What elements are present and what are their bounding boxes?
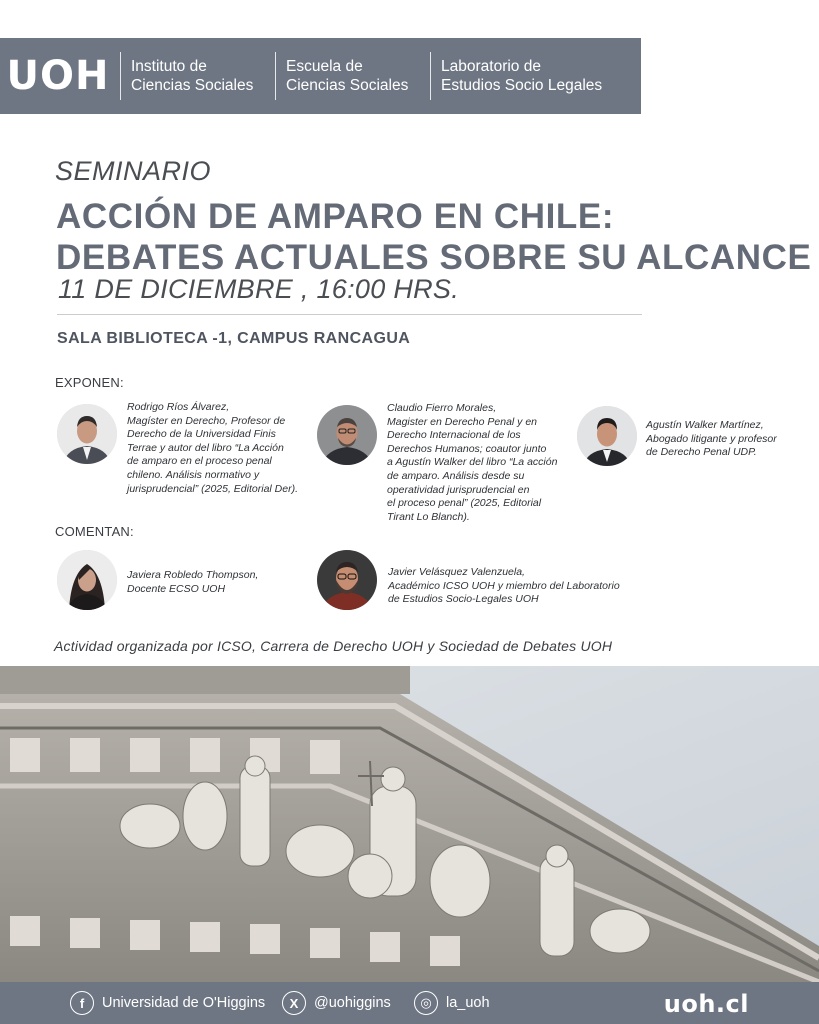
- header-unit: [426, 38, 631, 114]
- divider: [57, 314, 642, 315]
- commenter-bio: Javier Velásquez Valenzuela, Académico ICSO UOH y miembro del Laboratorio de Estudios Socio-Legales UOH: [388, 566, 620, 606]
- header-unit: [116, 38, 271, 114]
- event-title: [56, 196, 811, 278]
- avatar: [577, 406, 637, 466]
- event-date: 11 DE DICIEMBRE , 16:00 HRS.: [58, 274, 460, 304]
- instagram-icon: ◎: [414, 991, 438, 1015]
- uoh-logo: UOH: [6, 53, 110, 99]
- header-unit-label: Escuela de Ciencias Sociales: [286, 58, 409, 94]
- footer-band: [0, 982, 819, 1024]
- facebook-icon: f: [70, 991, 94, 1015]
- social-label: Universidad de O'Higgins: [102, 995, 266, 1011]
- event-type: SEMINARIO: [55, 156, 212, 186]
- header-unit: [271, 38, 426, 114]
- divider: [120, 52, 121, 100]
- title-line: DEBATES ACTUALES SOBRE SU ALCANCE: [56, 238, 812, 277]
- social-x[interactable]: [282, 991, 391, 1015]
- speaker-bio: Claudio Fierro Morales, Magister en Derecho Penal y en Derecho Internacional de los Derechos Humanos; coautor junto a Agustín Walker del libro “La acción de amparo. Análisis desde su operatividad jurisprudencial en el proceso penal” (2025, Editorial Tirant Lo Blanch).: [387, 402, 558, 523]
- header-band: [0, 38, 641, 114]
- social-facebook[interactable]: [70, 991, 265, 1015]
- divider: [430, 52, 431, 100]
- social-instagram[interactable]: [414, 991, 490, 1015]
- header-unit-label: Laboratorio de Estudios Socio Legales: [441, 58, 603, 94]
- speakers-label: EXPONEN:: [55, 375, 124, 390]
- divider: [275, 52, 276, 100]
- website-link[interactable]: uoh.cl: [663, 990, 749, 1018]
- title-line: ACCIÓN DE AMPARO EN CHILE:: [56, 197, 615, 236]
- commenter-bio: Javiera Robledo Thompson, Docente ECSO UOH: [127, 569, 259, 595]
- event-venue: SALA BIBLIOTECA -1, CAMPUS RANCAGUA: [57, 330, 411, 347]
- avatar: [57, 404, 117, 464]
- speaker-bio: Agustín Walker Martínez, Abogado litigante y profesor de Derecho Penal UDP.: [646, 419, 777, 459]
- social-label: @uohiggins: [314, 995, 391, 1011]
- avatar: [57, 550, 117, 610]
- organizer-note: Actividad organizada por ICSO, Carrera de Derecho UOH y Sociedad de Debates UOH: [54, 638, 613, 654]
- x-icon: X: [282, 991, 306, 1015]
- avatar: [317, 550, 377, 610]
- pediment-photo: [0, 666, 819, 982]
- commenters-label: COMENTAN:: [55, 524, 134, 539]
- speaker-bio: Rodrigo Ríos Álvarez, Magíster en Derecho, Profesor de Derecho de la Universidad Finis Terrae y autor del libro “La Acción de amparo en el proceso penal chileno. Análisis normativo y jurisprudencial” (2025, Editorial Der).: [127, 401, 298, 495]
- avatar: [317, 405, 377, 465]
- header-unit-label: Instituto de Ciencias Sociales: [131, 58, 254, 94]
- social-label: la_uoh: [446, 995, 490, 1011]
